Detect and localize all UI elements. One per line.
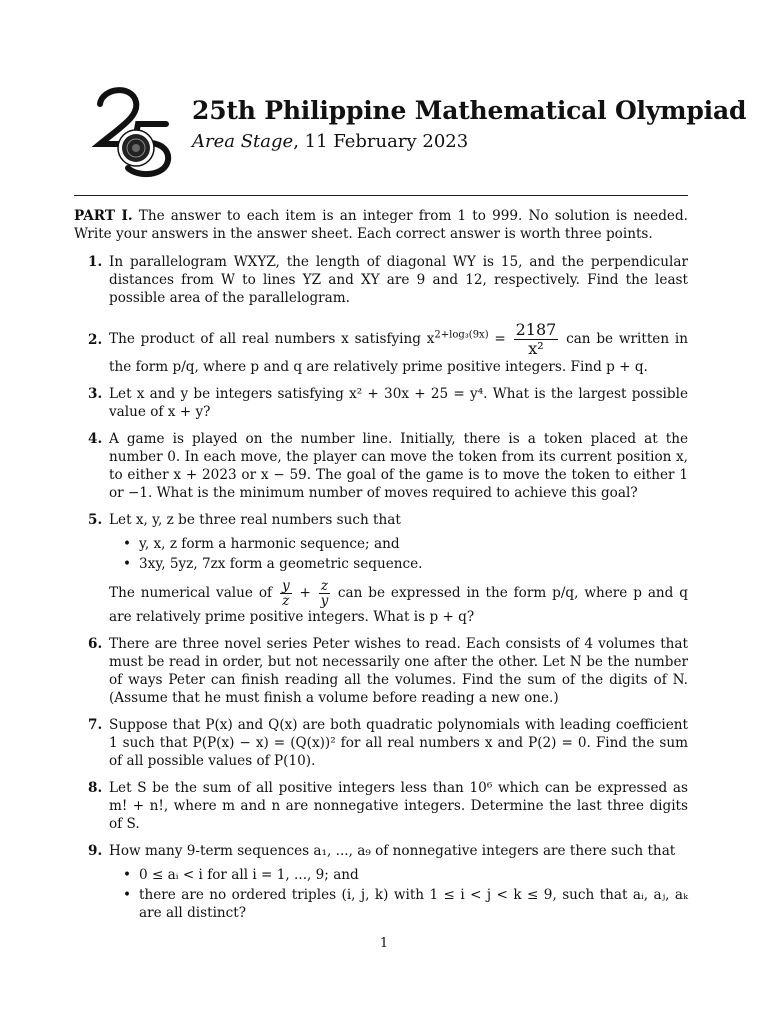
subtitle-date: , 11 February 2023 (293, 131, 469, 152)
page-number: 1 (379, 936, 389, 951)
problem-1 (74, 253, 688, 307)
problem-2 (74, 321, 688, 376)
condition-list (109, 866, 688, 922)
problem-number: 5. (88, 512, 103, 528)
part-label: PART I. (74, 208, 133, 224)
problem-number: 9. (88, 843, 103, 859)
problem-4 (74, 430, 688, 502)
numerator: z (320, 578, 329, 594)
problem-number: 4. (88, 431, 103, 447)
equals: = (488, 331, 512, 347)
problem-text-a: Let x, y, z be three real numbers such that (109, 512, 401, 528)
part-intro (74, 207, 688, 243)
text-run: can be expressed in the form p/q, where p and q are relatively prime positive integers. What is p + q? (109, 585, 688, 625)
problem-text: Let S be the sum of all positive integers less than 10⁶ which can be expressed as m! + n!, where m and n are nonnegative integers. Determine the last three digits of S. (109, 780, 688, 832)
numerator: 2187 (515, 320, 557, 339)
problem-3 (74, 385, 688, 421)
problem-number: 3. (88, 386, 103, 402)
problem-number: 7. (88, 717, 103, 733)
problem-list (74, 207, 688, 931)
problem-text: A game is played on the number line. Initially, there is a token placed at the number 0. In each move, the player can move the token from its current position x, to either x + 2023 or x − 59. The goal of the game is to move the token to either 1 or −1. What is the minimum number of moves required to achieve this goal? (109, 431, 688, 501)
problem-7 (74, 716, 688, 770)
problem-text-a: The product of all real numbers x satisfying x (109, 331, 435, 347)
pmo-25-logo-icon (92, 82, 174, 180)
fraction-y-over-z (280, 579, 292, 608)
problem-text-c (109, 579, 688, 626)
numerator: y (281, 578, 290, 594)
list-item: • y, x, z form a harmonic sequence; and (109, 535, 688, 553)
problem-number: 8. (88, 780, 103, 796)
problem-6 (74, 635, 688, 707)
problem-text: Let x and y be integers satisfying x² + 30x + 25 = y⁴. What is the largest possible value of x + y? (109, 386, 688, 420)
denominator: y (320, 593, 329, 609)
problem-text: There are three novel series Peter wishes to read. Each consists of 4 volumes that must be read in order, but not necessarily one after the other. Let N be the number of ways Peter can finish reading all the volumes. Find the sum of the digits of N. (Assume that he must finish a volume before reading a new one.) (109, 636, 688, 706)
problem-9 (74, 842, 688, 922)
problem-5 (74, 511, 688, 626)
page-subtitle (192, 131, 468, 152)
problem-text-a: How many 9-term sequences a₁, ..., a₉ of nonnegative integers are there such that (109, 843, 676, 859)
part-instructions: The answer to each item is an integer from 1 to 999. No solution is needed. Write your answers in the answer sheet. Each correct answer is worth three points. (74, 208, 688, 242)
problem-number: 1. (88, 254, 103, 270)
text-run: The numerical value of (109, 585, 278, 601)
plus: + (293, 585, 317, 601)
denominator: z (282, 593, 290, 609)
condition-list (109, 535, 688, 573)
header-divider (74, 195, 688, 196)
exponent: 2+log₃(9x) (434, 329, 489, 341)
page-title: 25th Philippine Mathematical Olympiad (192, 96, 747, 125)
fraction-z-over-y (319, 579, 330, 608)
problem-8 (74, 779, 688, 833)
denominator: x² (528, 339, 544, 358)
problem-text: In parallelogram WXYZ, the length of diagonal WY is 15, and the perpendicular distances from W to lines YZ and XY are 9 and 12, respectively. Find the least possible area of the parallelogram. (109, 254, 688, 306)
list-item: • there are no ordered triples (i, j, k) with 1 ≤ i < j < k ≤ 9, such that aᵢ, aⱼ, aₖ are all distinct? (109, 886, 688, 922)
list-item: • 0 ≤ aᵢ < i for all i = 1, ..., 9; and (109, 866, 688, 884)
list-item: • 3xy, 5yz, 7zx form a geometric sequence. (109, 555, 688, 573)
problem-text-b: can be written in the form p/q, where p and q are relatively prime positive integers. Find p + q. (109, 331, 688, 375)
problem-number: 6. (88, 636, 103, 652)
fraction (514, 321, 559, 358)
subtitle-stage: Area Stage (192, 131, 294, 152)
problem-number: 2. (88, 332, 103, 348)
problem-text: Suppose that P(x) and Q(x) are both quadratic polynomials with leading coefficient 1 such that P(P(x) − x) = (Q(x))² for all real numbers x and P(2) = 0. Find the sum of all possible values of P(10). (109, 717, 688, 769)
